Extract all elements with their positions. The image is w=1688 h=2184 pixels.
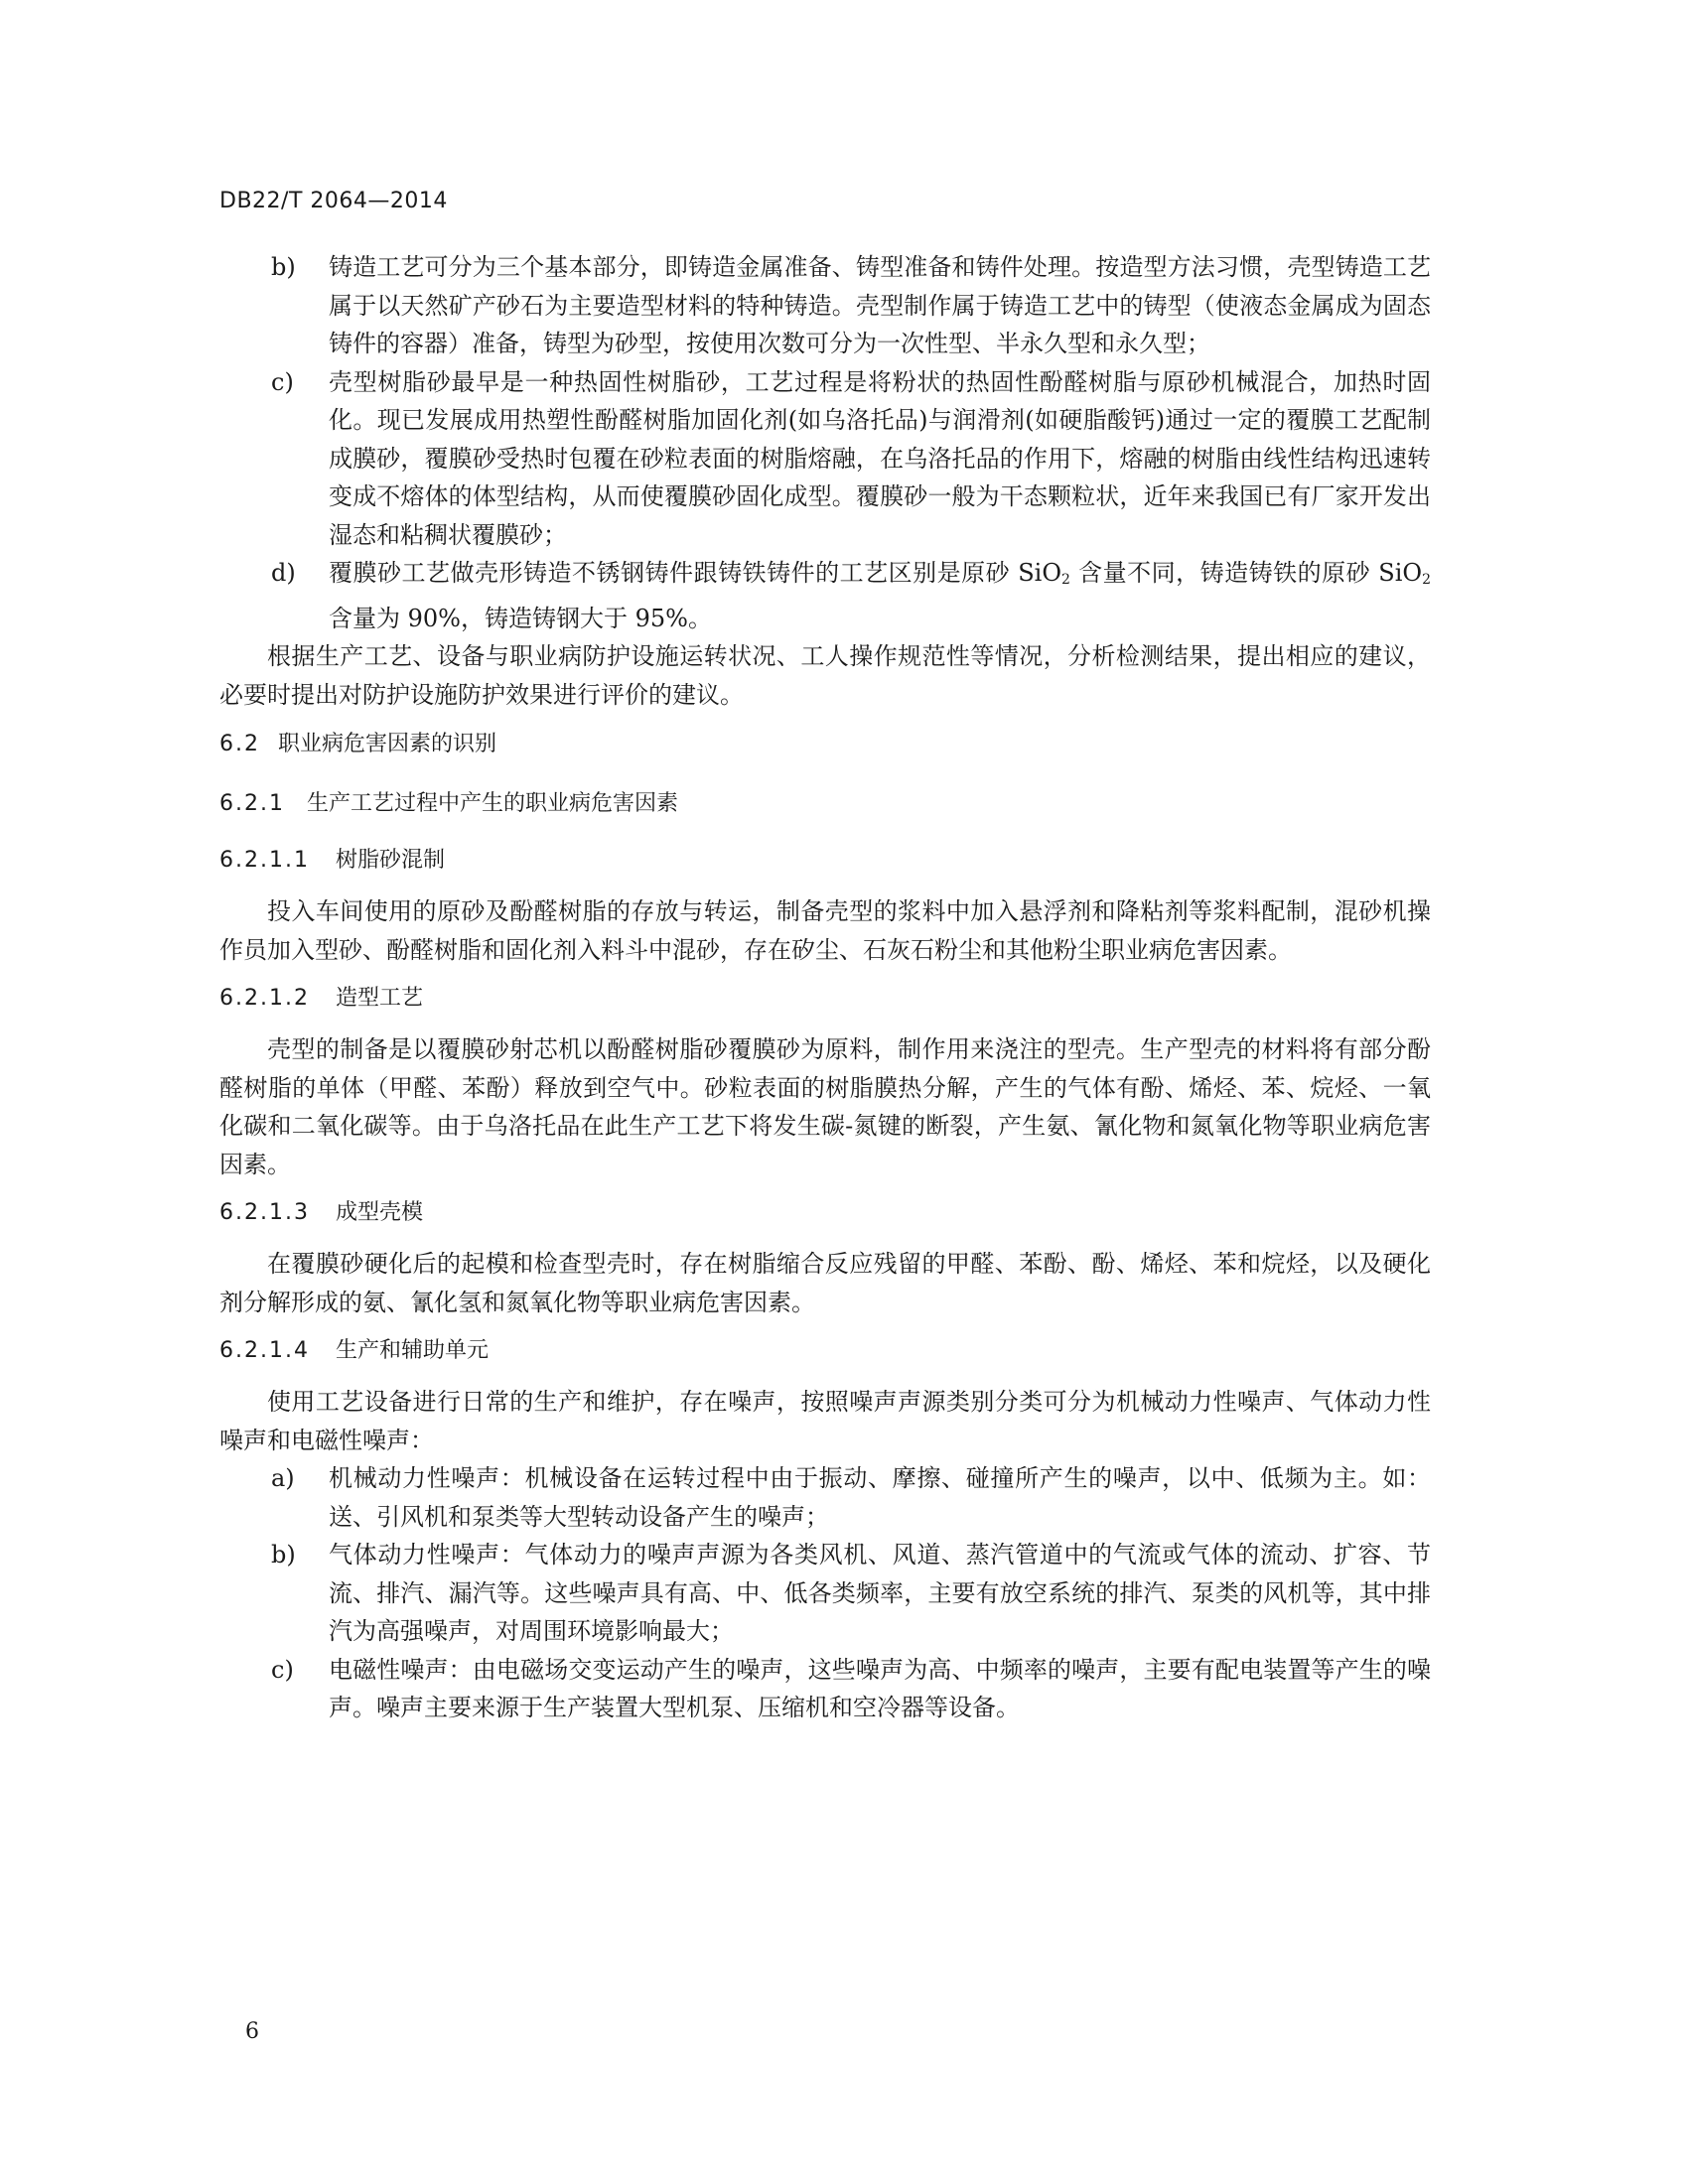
list-item-label: d): [271, 559, 296, 587]
section-number: 6.2.1.3: [219, 1200, 310, 1225]
paragraph: 壳型的制备是以覆膜砂射芯机以酚醛树脂砂覆膜砂为原料，制作用来浇注的型壳。生产型壳的材料将有部分酚醛树脂的单体（甲醛、苯酚）释放到空气中。砂粒表面的树脂膜热分解，产生的气体有酚、烯烃、苯、烷烃、一氧化碳和二氧化碳等。由于乌洛托品在此生产工艺下将发生碳-氮键的断裂，产生氨、氰化物和氮氧化物等职业病危害因素。: [219, 1035, 1431, 1178]
page-content: [219, 248, 1431, 1727]
section-heading: [219, 1197, 1431, 1229]
list-item: [219, 554, 1431, 637]
section-title: 树脂砂混制: [335, 848, 445, 873]
document-code: DB22/T 2064—2014: [219, 189, 448, 213]
list-item: [219, 363, 1431, 555]
section-title: 生产工艺过程中产生的职业病危害因素: [306, 791, 678, 816]
list-item-label: b): [271, 253, 296, 281]
section-number: 6.2.1.4: [219, 1338, 310, 1363]
list-item-label: b): [271, 1541, 296, 1569]
section-heading: [219, 1335, 1431, 1367]
section-title: 生产和辅助单元: [335, 1338, 489, 1363]
section-heading: [219, 845, 1431, 877]
list-item-text: 机械动力性噪声：机械设备在运转过程中由于振动、摩擦、碰撞所产生的噪声，以中、低频为主。如：送、引风机和泵类等大型转动设备产生的噪声；: [329, 1464, 1431, 1531]
section-heading: [219, 729, 1431, 760]
section-number: 6.2: [219, 732, 260, 756]
paragraph: 在覆膜砂硬化后的起模和检查型壳时，存在树脂缩合反应残留的甲醛、苯酚、酚、烯烃、苯和烷烃，以及硬化剂分解形成的氨、氰化氢和氮氧化物等职业病危害因素。: [219, 1250, 1431, 1316]
list-item-text: 电磁性噪声：由电磁场交变运动产生的噪声，这些噪声为高、中频率的噪声，主要有配电装置等产生的噪声。噪声主要来源于生产装置大型机泵、压缩机和空冷器等设备。: [329, 1655, 1431, 1721]
section-number: 6.2.1.1: [219, 848, 310, 873]
paragraph: 投入车间使用的原砂及酚醛树脂的存放与转运，制备壳型的浆料中加入悬浮剂和降粘剂等浆料配制，混砂机操作员加入型砂、酚醛树脂和固化剂入料斗中混砂，存在矽尘、石灰石粉尘和其他粉尘职业病危害因素。: [219, 897, 1431, 964]
section-heading: [219, 983, 1431, 1015]
list-item-label: c): [271, 367, 294, 396]
list-item-text: 气体动力性噪声：气体动力的噪声声源为各类风机、风道、蒸汽管道中的气流或气体的流动、扩容、节流、排汽、漏汽等。这些噪声具有高、中、低各类频率，主要有放空系统的排汽、泵类的风机等，其中排汽为高强噪声，对周围环境影响最大；: [329, 1541, 1431, 1645]
list-item: [219, 1651, 1431, 1727]
list-item: [219, 1459, 1431, 1536]
list-item-label: c): [271, 1655, 294, 1684]
section-title: 成型壳模: [335, 1200, 423, 1225]
section-number: 6.2.1.2: [219, 986, 310, 1011]
paragraph: 根据生产工艺、设备与职业病防护设施运转状况、工人操作规范性等情况，分析检测结果，提出相应的建议，必要时提出对防护设施防护效果进行评价的建议。: [219, 642, 1431, 709]
list-item: [219, 1536, 1431, 1651]
paragraph: 使用工艺设备进行日常的生产和维护，存在噪声，按照噪声声源类别分类可分为机械动力性噪声、气体动力性噪声和电磁性噪声：: [219, 1388, 1431, 1454]
list-item-text: 覆膜砂工艺做壳形铸造不锈钢铸件跟铸铁铸件的工艺区别是原砂 SiO$_2$ 含量不同，铸造铸铁的原砂 SiO$_2$ 含量为 90%，铸造铸钢大于 95%。: [329, 559, 1431, 632]
list-item: [219, 248, 1431, 363]
section-title: 造型工艺: [335, 986, 423, 1011]
page-number: 6: [245, 2019, 259, 2044]
section-number: 6.2.1: [219, 791, 285, 816]
list-item-text: 壳型树脂砂最早是一种热固性树脂砂，工艺过程是将粉状的热固性酚醛树脂与原砂机械混合，加热时固化。现已发展成用热塑性酚醛树脂加固化剂(如乌洛托品)与润滑剂(如硬脂酸钙)通过一定的覆膜工艺配制成膜砂，覆膜砂受热时包覆在砂粒表面的树脂熔融，在乌洛托品的作用下，熔融的树脂由线性结构迅速转变成不熔体的体型结构，从而使覆膜砂固化成型。覆膜砂一般为干态颗粒状，近年来我国已有厂家开发出湿态和粘稠状覆膜砂；: [329, 367, 1431, 549]
section-title: 职业病危害因素的识别: [278, 732, 497, 756]
section-heading: [219, 788, 1431, 820]
list-item-text: 铸造工艺可分为三个基本部分，即铸造金属准备、铸型准备和铸件处理。按造型方法习惯，壳型铸造工艺属于以天然矿产砂石为主要造型材料的特种铸造。壳型制作属于铸造工艺中的铸型（使液态金属成为固态铸件的容器）准备，铸型为砂型，按使用次数可分为一次性型、半永久型和永久型；: [329, 253, 1431, 357]
list-item-label: a): [271, 1464, 295, 1492]
